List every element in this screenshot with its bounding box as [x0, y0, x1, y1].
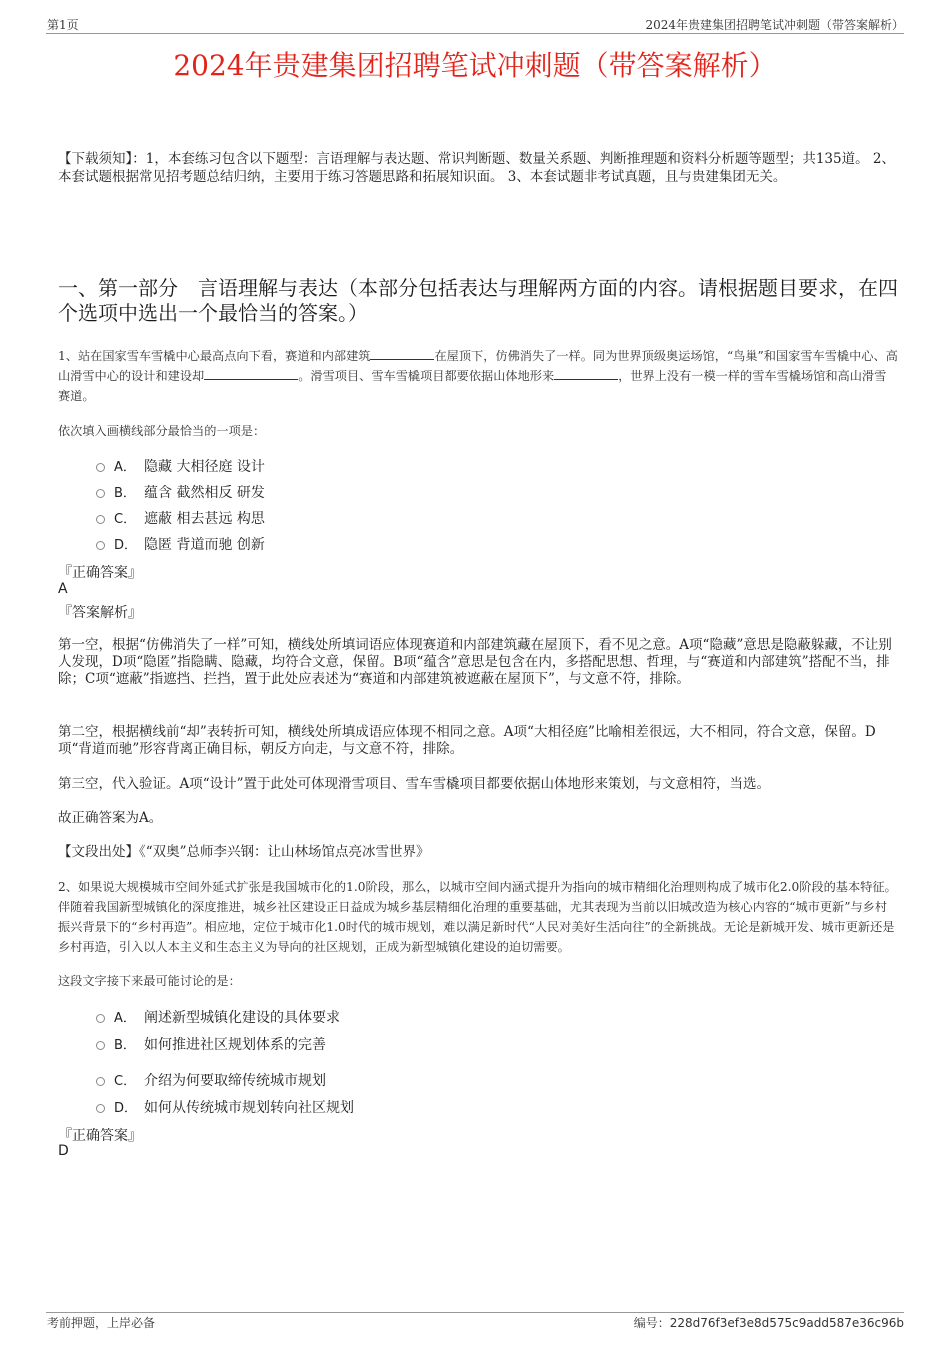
question-1-stem [58, 346, 898, 406]
option-label: C． [114, 512, 137, 527]
option-text: 如何从传统城市规划转向社区规划 [144, 1100, 354, 1116]
q1-source: 【文段出处】《“双奥”总师李兴钢：让山林场馆点亮冰雪世界》 [58, 844, 430, 860]
question-1-text-part: 1、站在国家雪车雪橇中心最高点向下看，赛道和内部建筑 [58, 349, 371, 363]
option-text: 遮蔽 相去甚远 构思 [144, 511, 265, 527]
footer-slogan: 考前押题，上岸必备 [47, 1316, 156, 1330]
q1-answer: A [58, 581, 68, 597]
header-doc-title: 2024年贵建集团招聘笔试冲刺题（带答案解析） [645, 18, 904, 32]
q1-analysis-paragraph: 故正确答案为A。 [58, 810, 163, 826]
footer-code-value: 228d76f3ef3e8d575c9add587e36c96b [669, 1316, 904, 1330]
q2-option-a[interactable] [96, 1007, 340, 1027]
fill-blank [554, 367, 618, 380]
q1-answer-tag: 『正确答案』 [58, 565, 142, 581]
option-label: D． [114, 538, 138, 553]
q1-analysis-paragraph: 第二空，根据横线前“却”表转折可知，横线处所填成语应体现不相同之意。A项“大相径庭”比喻相差很远，大不相同，符合文意，保留。D项“背道而驰”形容背离正确目标，朝反方向走，与文意不符，排除。 [58, 724, 876, 757]
footer-code-label: 编号： [633, 1316, 670, 1330]
option-text: 介绍为何要取缔传统城市规划 [144, 1073, 326, 1089]
fill-blank [204, 367, 298, 380]
q1-analysis-tag: 『答案解析』 [58, 605, 142, 621]
q1-option-d[interactable] [96, 534, 265, 554]
q1-analysis-paragraph: 第三空，代入验证。A项“设计”置于此处可体现滑雪项目、雪车雪橇项目都要依据山体地形来策划，与文意相符，当选。 [58, 776, 771, 792]
fill-blank [370, 347, 434, 360]
radio-icon[interactable] [96, 1014, 105, 1023]
q1-option-c[interactable] [96, 508, 265, 528]
option-text: 隐藏 大相径庭 设计 [144, 459, 265, 475]
option-label: C． [114, 1074, 137, 1089]
radio-icon[interactable] [96, 541, 105, 550]
option-text: 如何推进社区规划体系的完善 [144, 1037, 326, 1053]
option-label: A． [114, 1011, 136, 1026]
q1-option-b[interactable] [96, 482, 265, 502]
section-heading: 一、第一部分 言语理解与表达（本部分包括表达与理解两方面的内容。请根据题目要求，在四个选项中选出一个最恰当的答案。） [58, 276, 898, 325]
radio-icon[interactable] [96, 515, 105, 524]
question-1-text-part: 在屋顶下，仿佛消失了一样。同为世界顶级奥运场馆，“鸟巢”和国家雪车雪橇中心、高山滑雪中心的设计和建设却 [58, 349, 898, 383]
page-number: 第1页 [47, 18, 79, 32]
option-text: 阐述新型城镇化建设的具体要求 [144, 1010, 340, 1026]
q2-answer: D [58, 1143, 69, 1159]
option-text: 蕴含 截然相反 研发 [144, 485, 265, 501]
question-2-prompt: 这段文字接下来最可能讨论的是： [58, 974, 241, 988]
footer-code [634, 1314, 904, 1331]
option-label: D． [114, 1101, 138, 1116]
page-title: 2024年贵建集团招聘笔试冲刺题（带答案解析） [173, 49, 777, 82]
option-label: B． [114, 486, 136, 501]
q2-option-b[interactable] [96, 1034, 326, 1054]
radio-icon[interactable] [96, 489, 105, 498]
question-2-stem: 2、如果说大规模城市空间外延式扩张是我国城市化的1.0阶段，那么，以城市空间内涵式提升为指向的城市精细化治理则构成了城市化2.0阶段的基本特征。伴随着我国新型城镇化的深度推进，城乡社区建设正日益成为城乡基层精细化治理的重要基础，尤其表现为当前以旧城改造为核心内容的“城市更新”与乡村振兴背景下的“乡村再造”。相应地，定位于城市化1.0时代的城市规划，难以满足新时代“人民对美好生活向往”的全新挑战。无论是新城开发、城市更新还是乡村再造，引入以人本主义和生态主义为导向的社区规划，正成为新型城镇化建设的迫切需要。 [58, 880, 897, 954]
question-1-text-part: ，世界上没有一模一样的雪车雪橇场馆和高山滑雪赛道。 [58, 369, 887, 403]
radio-icon[interactable] [96, 1077, 105, 1086]
header-divider [46, 33, 904, 34]
option-text: 隐匿 背道而驰 创新 [144, 537, 265, 553]
question-1-prompt: 依次填入画横线部分最恰当的一项是： [58, 424, 266, 438]
q2-option-d[interactable] [96, 1097, 354, 1117]
radio-icon[interactable] [96, 463, 105, 472]
option-label: B． [114, 1038, 136, 1053]
q1-option-a[interactable] [96, 456, 265, 476]
q2-answer-tag: 『正确答案』 [58, 1128, 142, 1144]
radio-icon[interactable] [96, 1041, 105, 1050]
download-notice: 【下载须知】：1，本套练习包含以下题型：言语理解与表达题、常识判断题、数量关系题、判断推理题和资料分析题等题型；共135道。 2、本套试题根据常见招考题总结归纳，主要用于练习答题思路和拓展知识面。 3、本套试题非考试真题，且与贵建集团无关。 [58, 151, 895, 185]
option-label: A． [114, 460, 136, 475]
footer-divider [46, 1312, 904, 1313]
question-1-text-part: 。滑雪项目、雪车雪橇项目都要依据山体地形来 [298, 369, 555, 383]
q1-analysis-paragraph: 第一空，根据“仿佛消失了一样”可知，横线处所填词语应体现赛道和内部建筑藏在屋顶下，看不见之意。A项“隐藏”意思是隐蔽躲藏，不让别人发现，D项“隐匿”指隐瞒、隐藏，均符合文意，保留。B项“蕴含”意思是包含在内，多搭配思想、哲理，与“赛道和内部建筑”搭配不当，排除；C项“遮蔽”指遮挡、拦挡，置于此处应表述为“赛道和内部建筑被遮蔽在屋顶下”，与文意不符，排除。 [58, 637, 892, 687]
radio-icon[interactable] [96, 1104, 105, 1113]
q2-option-c[interactable] [96, 1070, 326, 1090]
